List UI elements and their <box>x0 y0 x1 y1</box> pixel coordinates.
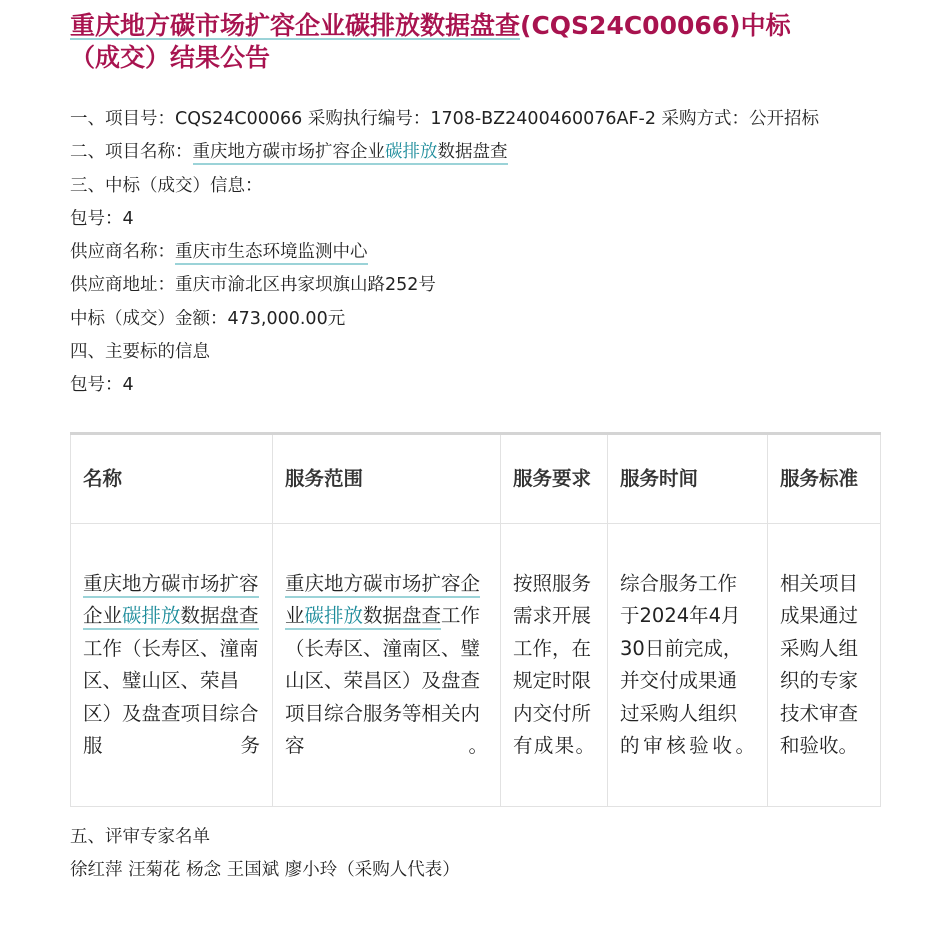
package-number-2: 包号：4 <box>70 375 134 396</box>
cell-scope-link-part: 数据盘查 <box>363 604 442 627</box>
header-standard: 服务标准 <box>768 434 881 524</box>
project-number-line: 一、项目号：CQS24C00066 采购执行编号：1708-BZ2400460076AF-2 采购方式：公开招标 <box>70 109 820 129</box>
table-row <box>71 524 881 807</box>
supplier-name-line <box>70 236 900 269</box>
cell-name-link-part: 数据盘查 <box>180 604 259 627</box>
award-amount-line: 中标（成交）金额：473,000.00元 <box>70 308 346 329</box>
cell-name-keyword-link[interactable]: 碳排放 <box>122 604 181 627</box>
main-items-table <box>70 432 881 807</box>
project-name-part: 重庆地方碳市场扩容企业 <box>192 142 385 163</box>
cell-name-link[interactable] <box>83 572 259 631</box>
project-name-keyword-link[interactable]: 碳排放 <box>385 142 438 163</box>
supplier-address-line: 供应商地址：重庆市渝北区冉家坝旗山路252号 <box>70 275 436 296</box>
cell-requirement: 按照服务需求开展工作，在规定时限内交付所有成果。 <box>501 524 608 807</box>
experts-section <box>70 821 460 886</box>
project-name-label: 二、项目名称： <box>70 142 193 163</box>
experts-names: 徐红萍 汪菊花 杨念 王国斌 廖小玲（采购人代表） <box>70 859 460 880</box>
cell-time: 综合服务工作于2024年4月30日前完成，并交付成果通过采购人组织的审核验收。 <box>608 524 768 807</box>
cell-scope <box>273 524 501 807</box>
cell-name-rest: 工作（长寿区、潼南区、璧山区、荣昌区）及盘查项目综合服务 <box>83 636 260 757</box>
cell-name <box>71 524 273 807</box>
header-scope: 服务范围 <box>273 434 501 524</box>
supplier-label: 供应商名称： <box>70 242 175 263</box>
header-name: 名称 <box>71 434 273 524</box>
main-items-heading: 四、主要标的信息 <box>70 342 210 363</box>
header-requirement: 服务要求 <box>501 434 608 524</box>
header-time: 服务时间 <box>608 434 768 524</box>
cell-scope-rest: 工作（长寿区、潼南区、璧山区、荣昌区）及盘查项目综合服务等相关内容。 <box>285 604 488 757</box>
page-title <box>70 10 900 74</box>
project-name-part: 数据盘查 <box>437 142 508 163</box>
experts-heading: 五、评审专家名单 <box>70 827 210 847</box>
cell-name-link-part: 重庆地方碳市场扩容企业 <box>83 571 259 627</box>
cell-scope-link-part: 重庆地方碳市场扩容企业 <box>285 571 481 627</box>
project-name-link[interactable] <box>193 142 508 165</box>
title-code: (CQS24C00066)中标 <box>520 11 791 40</box>
table-header-row <box>71 434 881 524</box>
supplier-name-link[interactable]: 重庆市生态环境监测中心 <box>175 242 368 265</box>
cell-standard: 相关项目成果通过采购人组织的专家技术审查和验收。 <box>768 524 881 807</box>
title-link[interactable]: 重庆地方碳市场扩容企业碳排放数据盘查 <box>70 11 521 40</box>
package-number: 包号：4 <box>70 208 134 229</box>
announcement-info <box>70 103 900 403</box>
title-suffix: （成交）结果公告 <box>70 43 271 72</box>
cell-scope-keyword-link[interactable]: 碳排放 <box>304 604 364 627</box>
project-name-line <box>70 136 900 169</box>
award-info-heading: 三、中标（成交）信息： <box>70 175 263 196</box>
